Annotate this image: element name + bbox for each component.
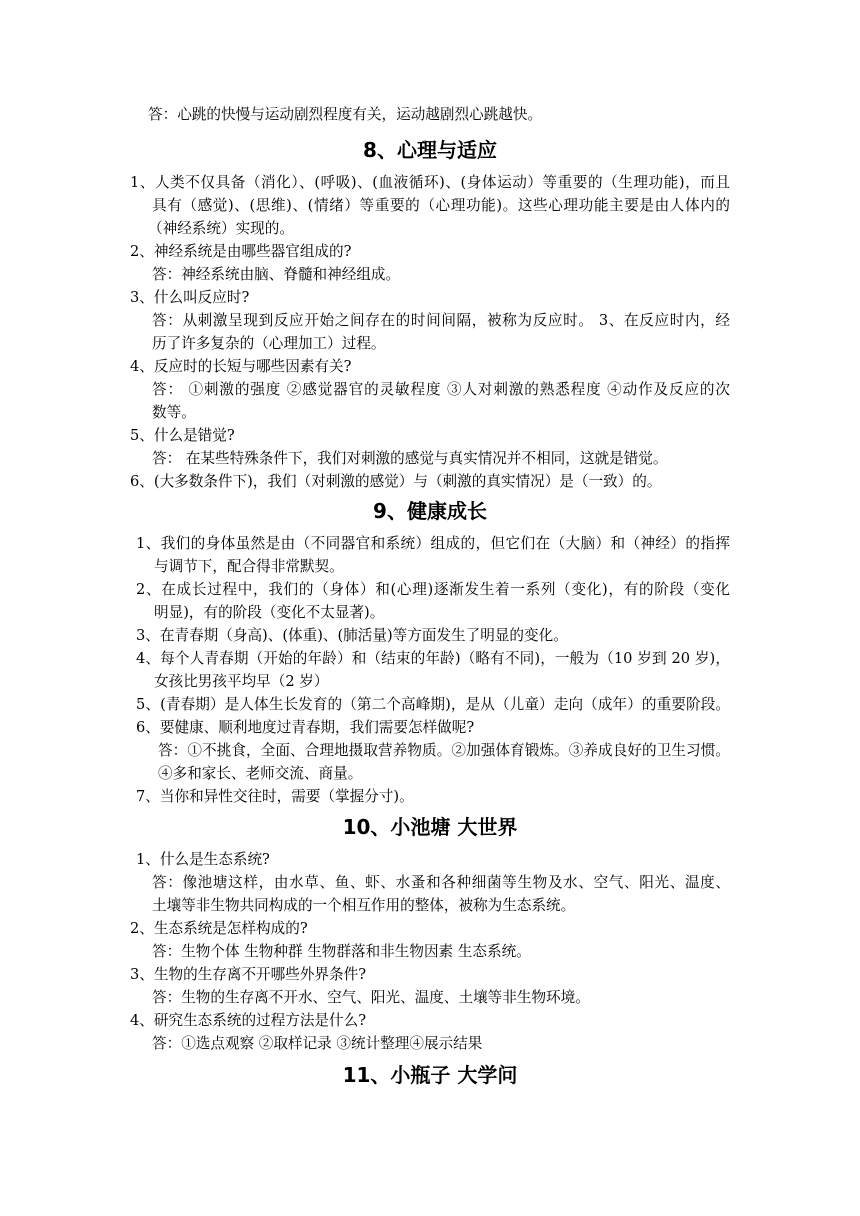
s9-line-9: 6、要健康、顺利地度过青春期，我们需要怎样做呢? [136, 719, 475, 736]
s8-line-4: 2、神经系统是由哪些器官组成的? [130, 243, 352, 260]
s9-line-5: 3、在青春期（身高)、(体重)、(肺活量)等方面发生了明显的变化。 [136, 627, 568, 644]
s10-line-9: 答：①选点观察 ②取样记录 ③统计整理④展示结果 [152, 1035, 483, 1052]
s9-line-11: ④多和家长、老师交流、商量。 [158, 765, 363, 782]
s8-line-3: （神经系统）实现的。 [148, 220, 294, 237]
section-10-title: 10、小池塘 大世界 [342, 815, 518, 839]
s8-line-14: 6、(大多数条件下)，我们（对刺激的感觉）与（刺激的真实情况）是（一致）的。 [130, 473, 662, 490]
s9-line-2: 与调节下，配合得非常默契。 [154, 558, 344, 575]
s9-line-10: 答：①不挑食，全面、合理地摄取营养物质。②加强体育锻炼。③养成良好的卫生习惯。 [158, 742, 730, 759]
s9-line-1: 1、我们的身体虽然是由（不同器官和系统）组成的，但它们在（大脑）和（神经）的指挥 [136, 535, 730, 552]
s9-line-6: 4、每个人青春期（开始的年龄）和（结束的年龄)（略有不同)，一般为（10 岁到 20 岁)， [136, 650, 730, 667]
s9-line-4: 明显)，有的阶段（变化不太显著)。 [154, 604, 385, 621]
s9-line-7: 女孩比男孩平均早（2 岁） [154, 673, 329, 690]
s8-line-13: 答： 在某些特殊条件下，我们对刺激的感觉与真实情况并不相同，这就是错觉。 [152, 450, 668, 467]
s8-line-1: 1、人类不仅具备（消化）、(呼吸)、(血液循环)、(身体运动）等重要的（生理功能)，而且 [130, 174, 730, 191]
s9-line-8: 5、(青春期）是人体生长发育的（第二个高峰期)，是从（儿童）走向（成年）的重要阶段。 [136, 696, 730, 713]
s10-line-3: 土壤等非生物共同构成的一个相互作用的整体，被称为生态系统。 [152, 897, 576, 914]
s8-line-2: 具有（感觉)、(思维)、(情绪）等重要的（心理功能)。这些心理功能主要是由人体内的 [152, 197, 730, 214]
s10-line-5: 答：生物个体 生物种群 生物群落和非生物因素 生态系统。 [152, 943, 531, 960]
s10-line-7: 答：生物的生存离不开水、空气、阳光、温度、土壤等非生物环境。 [152, 989, 590, 1006]
s9-line-12: 7、当你和异性交往时，需要（掌握分寸)。 [136, 788, 414, 805]
s8-line-9: 4、反应时的长短与哪些因素有关? [130, 358, 352, 375]
section-11-title: 11、小瓶子 大学问 [342, 1063, 518, 1087]
s8-line-8: 历了许多复杂的（心理加工）过程。 [152, 335, 386, 352]
section-8-title: 8、心理与适应 [363, 138, 497, 162]
s10-line-1: 1、什么是生态系统? [136, 851, 270, 868]
s8-line-10: 答： ①刺激的强度 ②感觉器官的灵敏程度 ③人对刺激的熟悉程度 ④动作及反应的次 [152, 381, 730, 398]
s9-line-3: 2、在成长过程中，我们的（身体）和(心理)逐渐发生着一系列（变化)，有的阶段（变化 [136, 581, 730, 598]
answer-line: 答：心跳的快慢与运动剧烈程度有关，运动越剧烈心跳越快。 [148, 106, 543, 123]
section-9-title: 9、健康成长 [373, 499, 487, 523]
s10-line-6: 3、生物的生存离不开哪些外界条件? [130, 966, 367, 983]
s10-line-8: 4、研究生态系统的过程方法是什么? [130, 1012, 367, 1029]
s8-line-12: 5、什么是错觉? [130, 427, 235, 444]
s8-line-5: 答：神经系统由脑、脊髓和神经组成。 [152, 266, 401, 283]
s8-line-6: 3、什么叫反应时? [130, 289, 250, 306]
s10-line-2: 答：像池塘这样，由水草、鱼、虾、水蚤和各种细菌等生物及水、空气、阳光、温度、 [152, 874, 730, 891]
s8-line-11: 数等。 [152, 404, 196, 421]
s8-line-7: 答：从刺激呈现到反应开始之间存在的时间间隔，被称为反应时。 3、在反应时内，经 [152, 312, 730, 329]
s10-line-4: 2、生态系统是怎样构成的? [130, 920, 308, 937]
